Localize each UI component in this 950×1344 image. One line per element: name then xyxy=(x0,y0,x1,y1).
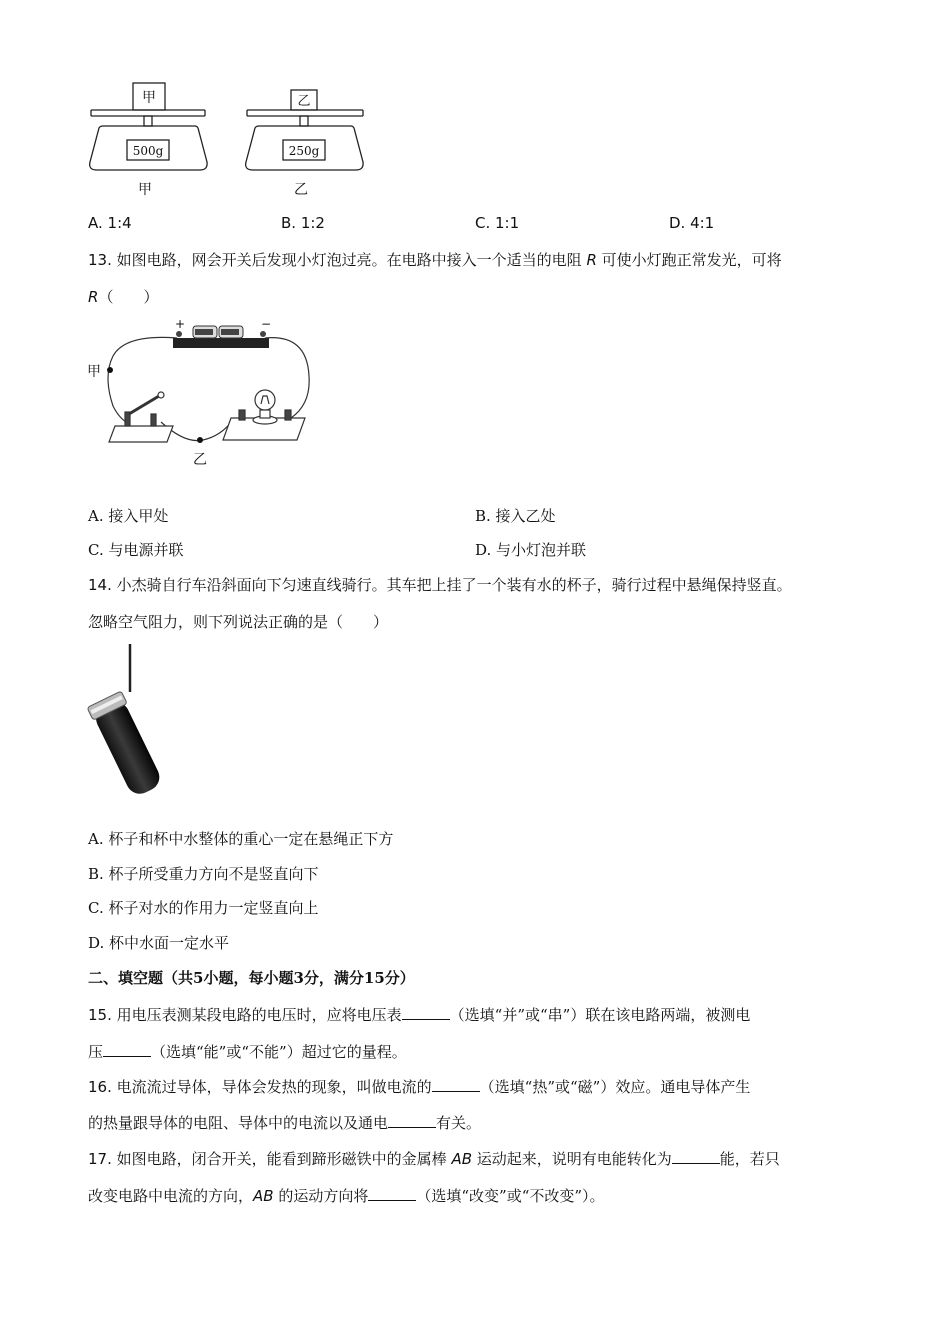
battery-minus: − xyxy=(261,317,272,331)
switch xyxy=(109,392,173,442)
q13-stem-text: 如图电路，网会开关后发现小灯泡过亮。在电路中接入一个适当的电阻 xyxy=(116,251,582,269)
q13-var-r: R xyxy=(586,251,597,269)
q14-stem-line2: 忽略空气阻力，则下列说法正确的是（ ） xyxy=(88,613,389,631)
q17-blank-2[interactable] xyxy=(368,1185,416,1201)
q13-stem-line2 xyxy=(88,287,158,307)
q13-stem-line1 xyxy=(88,250,782,270)
q15-blank-1[interactable] xyxy=(402,1004,450,1020)
q15-line1: 15. 用电压表测某段电路的电压时，应将电压表 （选填“并”或“串”）联在该电路两端，被测电 xyxy=(88,1006,751,1024)
q15-line2: 压 （选填“能”或“不能”）超过它的量程。 xyxy=(88,1043,407,1061)
q14-cup-figure xyxy=(86,642,176,802)
q14-option-b[interactable]: B. 杯子所受重力方向不是竖直向下 xyxy=(88,865,319,883)
q12-option-b[interactable]: B. 1:2 xyxy=(281,214,325,232)
q13-stem-text-end: 可使小灯跑正常发光，可将 xyxy=(601,251,782,269)
q13-blank-paren: （ ） xyxy=(98,288,159,306)
q14-option-c[interactable]: C. 杯子对水的作用力一定竖直向上 xyxy=(88,899,319,917)
q17-line1: 17. 如图电路，闭合开关，能看到蹄形磁铁中的金属棒 AB 运动起来，说明有电能转化为 能，若只 xyxy=(88,1150,780,1168)
scale-yi-reading: 250g xyxy=(288,144,320,158)
q12-scales-figure xyxy=(85,80,375,202)
q13-var-r-2: R xyxy=(88,288,99,306)
bulb xyxy=(223,390,305,440)
q14-stem-text: 小杰骑自行车沿斜面向下匀速直线骑行。其车把上挂了一个装有水的杯子，骑行过程中悬绳保持竖直。 xyxy=(116,576,792,594)
q12-option-d[interactable]: D. 4:1 xyxy=(669,214,715,232)
battery-plus: + xyxy=(175,317,186,331)
q13-option-b[interactable]: B. 接入乙处 xyxy=(475,507,556,525)
scale-yi-caption: 乙 xyxy=(294,182,308,198)
q13-option-a[interactable]: A. 接入甲处 xyxy=(88,507,169,525)
battery xyxy=(173,326,269,348)
scale-jia-block-label: 甲 xyxy=(142,90,156,106)
q17-number: 17. xyxy=(88,1150,112,1168)
q16-line1: 16. 电流流过导体，导体会发热的现象，叫做电流的 （选填“热”或“磁”）效应。通电导体产生 xyxy=(88,1078,751,1096)
q13-number: 13. xyxy=(88,251,112,269)
q14-number: 14. xyxy=(88,576,112,594)
q16-number: 16. xyxy=(88,1078,112,1096)
q17-var-ab-2: AB xyxy=(253,1187,274,1205)
q14-option-a[interactable]: A. 杯子和杯中水整体的重心一定在悬绳正下方 xyxy=(88,830,394,848)
q12-option-c[interactable]: C. 1:1 xyxy=(475,214,520,232)
q13-circuit-figure xyxy=(85,316,315,474)
scale-jia-reading: 500g xyxy=(132,144,164,158)
q16-blank-2[interactable] xyxy=(388,1112,436,1128)
scale-yi-block-label: 乙 xyxy=(297,94,311,109)
q17-blank-1[interactable] xyxy=(672,1148,720,1164)
q14-option-d[interactable]: D. 杯中水面一定水平 xyxy=(88,934,230,952)
q13-label-jia: 甲 xyxy=(87,364,101,380)
q15-number: 15. xyxy=(88,1006,112,1024)
q13-label-yi: 乙 xyxy=(193,452,207,468)
q14-stem-line1 xyxy=(88,575,792,595)
q16-blank-1[interactable] xyxy=(432,1076,480,1092)
q15-blank-2[interactable] xyxy=(103,1041,151,1057)
q13-option-d[interactable]: D. 与小灯泡并联 xyxy=(475,541,587,559)
q17-line2: 改变电路中电流的方向，AB 的运动方向将 （选填“改变”或“不改变”）。 xyxy=(88,1187,605,1205)
q16-line2: 的热量跟导体的电阻、导体中的电流以及通电 有关。 xyxy=(88,1114,482,1132)
q17-var-ab: AB xyxy=(451,1150,472,1168)
section2-heading: 二、填空题（共5小题，每小题3分，满分15分） xyxy=(88,969,415,987)
q13-option-c[interactable]: C. 与电源并联 xyxy=(88,541,184,559)
scale-jia-caption: 甲 xyxy=(138,182,152,198)
q12-option-a[interactable]: A. 1:4 xyxy=(88,214,132,232)
